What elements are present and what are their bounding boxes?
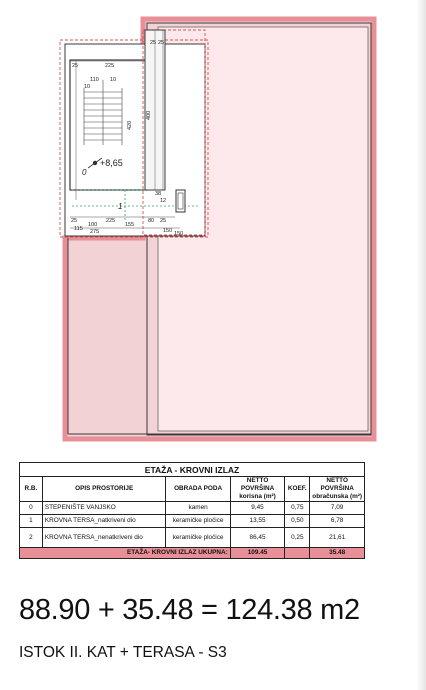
cell-obrada: keramičke pločice (166, 515, 230, 528)
dim-text: 25 (72, 63, 79, 69)
cell-netto-obracunska: 6,78 (310, 515, 365, 528)
table-total-row (20, 548, 365, 559)
room-label: 0 (82, 168, 87, 177)
cell-rb: 1 (20, 515, 43, 528)
drain-fixture (176, 190, 185, 212)
cell-obrada: kamen (166, 502, 230, 515)
dim-text: 150 (174, 231, 184, 237)
table-header-row (20, 477, 365, 502)
dim-text: 25 (160, 218, 167, 224)
header-netto-korisna: NETTO POVRŠINA korisna (m²) (230, 477, 285, 502)
table-row (20, 528, 365, 548)
dim-text: 225 (105, 63, 115, 69)
dim-text: 12 (160, 198, 167, 204)
dim-text: 25 (150, 40, 157, 46)
total-koef (285, 548, 310, 559)
unit-subtitle: ISTOK II. KAT + TERASA - S3 (19, 644, 227, 661)
total-netto-korisna: 109.45 (230, 548, 285, 559)
cell-opis: STEPENIŠTE VANJSKO (42, 502, 166, 515)
dim-text: 10 (84, 84, 91, 90)
cell-netto-korisna: 86,45 (230, 528, 285, 548)
cell-koef: 0,50 (285, 515, 310, 528)
dim-text: 110 (90, 77, 99, 83)
dim-text: 225 (106, 218, 116, 224)
dim-text: 100 (88, 222, 98, 228)
dim-text: 275 (90, 229, 100, 235)
room-label: 1 (118, 202, 123, 211)
dim-text: 10 (110, 77, 117, 83)
cell-koef: 0,75 (285, 502, 310, 515)
level-mark: +8,65 (100, 158, 123, 168)
table-row (20, 515, 365, 528)
dim-text: 80 (148, 218, 155, 224)
dim-text: 155 (125, 222, 135, 228)
dim-text: 420 (127, 120, 133, 130)
header-koef: KOEF. (285, 477, 310, 502)
cell-netto-korisna: 9,45 (230, 502, 285, 515)
area-formula: 88.90 + 35.48 = 124.38 m2 (19, 594, 360, 626)
dim-text: 115 (74, 226, 83, 232)
dim-text: 25 (158, 40, 165, 46)
cell-netto-obracunska: 7,09 (310, 502, 365, 515)
cell-obrada: keramičke pločice (166, 528, 230, 548)
cell-rb: 2 (20, 528, 43, 548)
total-label: ETAŽA- KROVNI IZLAZ UKUPNA: (20, 548, 231, 559)
dim-text: 38 (155, 191, 162, 197)
area-table (19, 462, 365, 559)
cell-netto-obracunska: 21,61 (310, 528, 365, 548)
total-netto-obracunska: 35.48 (310, 548, 365, 559)
cell-koef: 0,25 (285, 528, 310, 548)
cell-opis: KROVNA TERSA_nenatkriveni dio (42, 528, 166, 548)
table-row (20, 502, 365, 515)
header-opis: OPIS PROSTORIJE (42, 477, 166, 502)
cell-opis: KROVNA TERSA_natkriveni dio (42, 515, 166, 528)
dim-text: 25 (71, 218, 78, 224)
cell-rb: 0 (20, 502, 43, 515)
cell-netto-korisna: 13,55 (230, 515, 285, 528)
header-rb: R.B. (20, 477, 43, 502)
dim-text: 150 (163, 228, 173, 234)
dim-text: 400 (146, 110, 152, 120)
table-title: ETAŽA - KROVNI IZLAZ (20, 463, 365, 477)
header-netto-obracunska: NETTO POVRŠINA obračunska (m²) (310, 477, 365, 502)
header-obrada: OBRADA PODA (166, 477, 230, 502)
